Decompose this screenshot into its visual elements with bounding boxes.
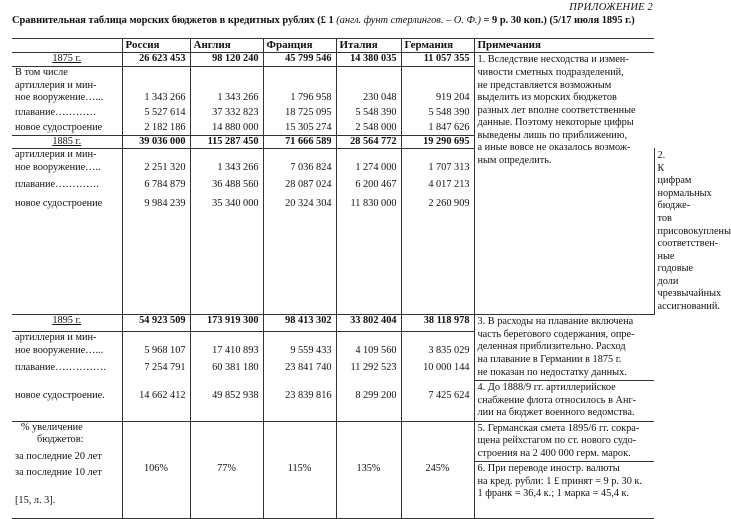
- note-4: [475, 381, 655, 421]
- note-6: [475, 462, 655, 502]
- total-cell: 11 057 355: [401, 53, 474, 67]
- table-row: [12, 421, 654, 518]
- note-line: 6. При переводе иностр. валюты: [477, 463, 620, 475]
- header-germany: Германия: [401, 39, 474, 53]
- note-line: щена рейхстагом по ст. нового судо-: [477, 435, 637, 447]
- increase-cell: 106%: [122, 421, 190, 518]
- value-cell: 1 796 958 18 725 095 15 305 274: [263, 66, 336, 135]
- note-line: 3. В расходы на плавание включена: [477, 316, 634, 328]
- total-cell: 28 564 772: [336, 135, 401, 149]
- note-line: 1 франк = 36,4 к.; 1 марка = 45,4 к.: [477, 488, 630, 500]
- note-5-6: [474, 421, 654, 518]
- note-line: снабжение флота относилось в Анг-: [477, 394, 637, 406]
- value-cell: 1 343 266 37 332 823 14 880 000: [190, 66, 263, 135]
- label-line: В том числе: [15, 66, 68, 78]
- note-line: 5. Германская смета 1895/6 гг. сокра-: [477, 422, 640, 434]
- label-line: ное вооружение…...: [15, 92, 104, 104]
- label-line: плавание…………: [15, 106, 97, 118]
- value-cell: 9 559 433 23 841 740 23 839 816: [263, 332, 336, 421]
- label-line: ное вооружение…..: [15, 161, 101, 173]
- note-line: данные. Поэтому некоторые цифры: [477, 117, 634, 129]
- row-label-increase: [12, 421, 122, 518]
- total-cell: 54 923 509: [122, 315, 190, 332]
- total-cell: 98 413 302: [263, 315, 336, 332]
- table-caption: [12, 15, 635, 26]
- year-label: 1895 г.: [12, 315, 122, 332]
- increase-cell: 245%: [401, 421, 474, 518]
- value-cell: 919 204 5 548 390 1 847 626: [401, 66, 474, 135]
- note-line: а иные вовсе не оказалось возмож-: [477, 142, 631, 154]
- note-3-4: [474, 315, 654, 421]
- note-line: на плавание в Германии в 1875 г.: [477, 353, 622, 365]
- value-cell: 1 343 266 5 527 614 2 182 186: [122, 66, 190, 135]
- appendix-label: ПРИЛОЖЕНИЕ 2: [569, 2, 653, 13]
- note-line: строения на 2 400 000 герм. марок.: [477, 447, 631, 459]
- total-cell: 45 799 546: [263, 53, 336, 67]
- label-line: за последние 10 лет: [15, 467, 102, 479]
- year-label: 1875 г.: [12, 53, 122, 67]
- note-line: не показан по недостатку данных.: [477, 366, 627, 378]
- value-cell: 5 968 107 7 254 791 14 662 412: [122, 332, 190, 421]
- note-line: разных лет вполне соответственные: [477, 104, 636, 116]
- value-cell: 1 343 266 36 488 560 35 340 000: [190, 149, 263, 315]
- note-line: не представляется возможным: [477, 79, 612, 91]
- increase-cell: 77%: [190, 421, 263, 518]
- source-ref: [15, л. 3].: [15, 494, 56, 506]
- label-line: % увеличение: [21, 421, 83, 433]
- total-cell: 26 623 453: [122, 53, 190, 67]
- value-cell: 1 707 313 4 017 213 2 260 909: [401, 149, 474, 315]
- value-cell: 17 410 893 60 381 180 49 852 938: [190, 332, 263, 421]
- note-line: часть берегового содержания, опре-: [477, 328, 635, 340]
- table-row: артиллерия и мин- ное вооружение….. плавание…………. новое судостроение 2 251 320 6 784 879 9 984 239 1 343 266 36 488 560 35 340 000 7 036 824 28 087 024 20 324 304 1 274 000 6 200 467 11 830 000 1 707 313 4 017 213 2 260 909 2. К цифрам нормальных бюдже- тов присовокуплены соответствен- ные годовые доли чрезвычайных ассигнований.: [12, 149, 654, 315]
- value-cell: 3 835 029 10 000 144 7 425 624: [401, 332, 474, 421]
- label-line: плавание……………: [15, 362, 107, 374]
- label-line: плавание………….: [15, 179, 99, 191]
- row-label-artillery: [12, 149, 122, 315]
- label-line: бюджетов:: [37, 434, 84, 446]
- caption-main: Сравнительная таблица морских бюджетов в кредитных рублях (£ 1: [12, 15, 337, 26]
- label-line: новое судостроение.: [15, 389, 105, 401]
- total-cell: 14 380 035: [336, 53, 401, 67]
- note-line: 4. До 1888/9 гг. артиллерийское: [477, 382, 616, 394]
- note-line: на кред. рубли: 1 £ принят = 9 р. 30 к.: [477, 475, 643, 487]
- note-line: выделить из морских бюджетов: [477, 92, 617, 104]
- increase-cell: 135%: [336, 421, 401, 518]
- total-cell: 33 802 404: [336, 315, 401, 332]
- table-row: [12, 315, 654, 332]
- increase-cell: 115%: [263, 421, 336, 518]
- note-line: лии на бюджет военного ведомства.: [477, 407, 635, 419]
- header-russia: Россия: [122, 39, 190, 53]
- label-line: артиллерия и мин-: [15, 149, 97, 161]
- header-empty: [12, 39, 122, 53]
- caption-rest: = 9 р. 30 коп.) (5/17 июля 1895 г.): [480, 15, 635, 26]
- value-cell: 2 251 320 6 784 879 9 984 239: [122, 149, 190, 315]
- label-line: ное вооружение…...: [15, 344, 104, 356]
- header-row: [12, 39, 654, 53]
- budget-table: [12, 38, 731, 519]
- header-notes: Примечания: [474, 39, 654, 53]
- value-cell: 1 274 000 6 200 467 11 830 000: [336, 149, 401, 315]
- total-cell: 71 666 589: [263, 135, 336, 149]
- value-cell: 4 109 560 11 292 523 8 299 200: [336, 332, 401, 421]
- total-cell: 115 287 450: [190, 135, 263, 149]
- header-france: Франция: [263, 39, 336, 53]
- year-label: 1885 г.: [12, 135, 122, 149]
- note-line: 1. Вследствие несходства и измен-: [477, 54, 629, 66]
- note-3: [475, 315, 655, 381]
- note-line: деленная приблизительно. Расход: [477, 341, 626, 353]
- label-line: артиллерия и мин-: [15, 332, 97, 344]
- total-cell: 19 290 695: [401, 135, 474, 149]
- note-line: выведены лишь по приближению,: [477, 129, 628, 141]
- note-1: [474, 53, 654, 315]
- label-line: артиллерия и мин-: [15, 79, 97, 91]
- header-england: Англия: [190, 39, 263, 53]
- header-italy: Италия: [336, 39, 401, 53]
- total-cell: 98 120 240: [190, 53, 263, 67]
- value-cell: 230 048 5 548 390 2 548 000: [336, 66, 401, 135]
- note-5: [475, 422, 655, 463]
- label-line: новое судостроение: [15, 197, 103, 209]
- label-line: новое судостроение: [15, 122, 103, 134]
- note-line: ным определить.: [477, 154, 552, 166]
- total-cell: 173 919 300: [190, 315, 263, 332]
- total-cell: 38 118 978: [401, 315, 474, 332]
- value-cell: 7 036 824 28 087 024 20 324 304: [263, 149, 336, 315]
- row-label-artillery: [12, 66, 122, 135]
- caption-italic: (англ. фунт стерлингов. – О. Ф.): [336, 15, 481, 26]
- total-cell: 39 036 000: [122, 135, 190, 149]
- row-label-artillery: [12, 332, 122, 421]
- note-line: чивости сметных подразделений,: [477, 66, 624, 78]
- table-row: [12, 53, 654, 67]
- label-line: за последние 20 лет: [15, 450, 102, 462]
